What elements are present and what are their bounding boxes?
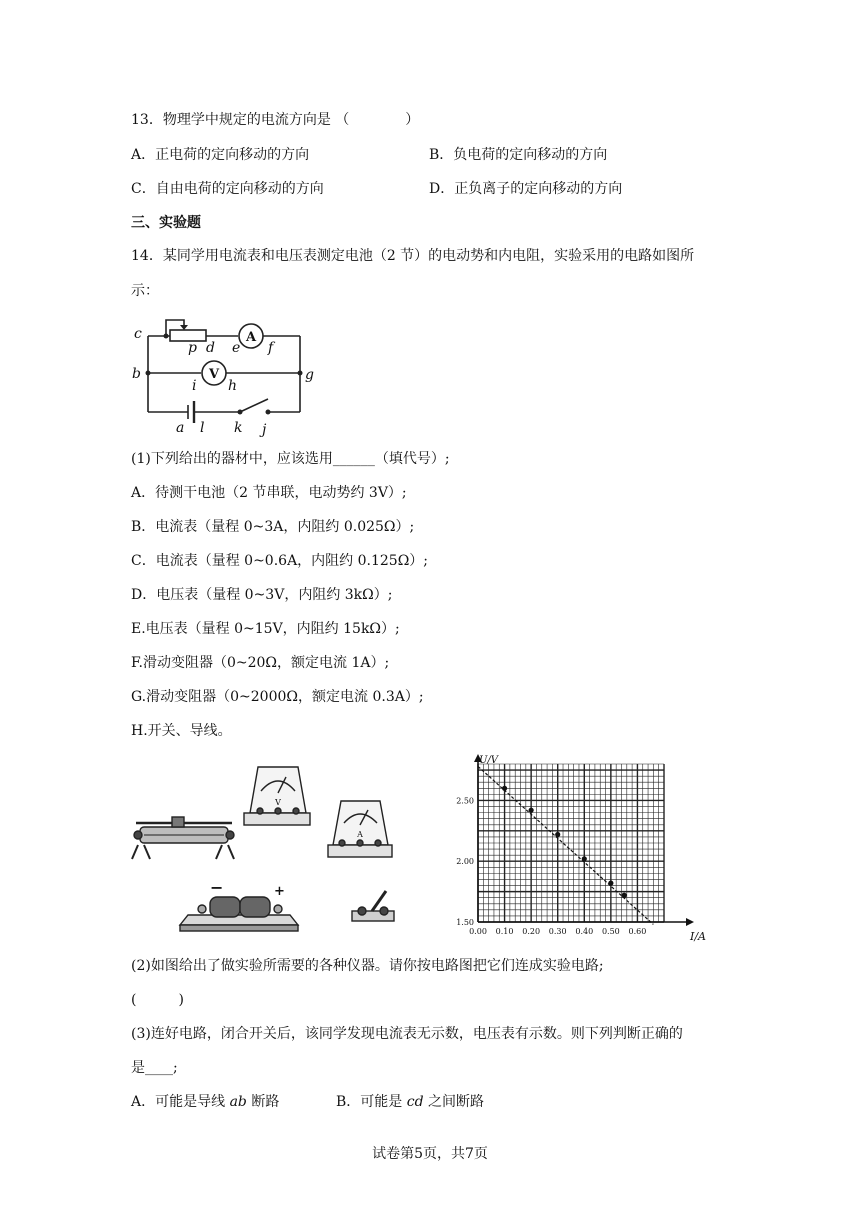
x-tick-label: 0.10: [495, 927, 514, 936]
node-label-k: k: [234, 420, 243, 436]
page-footer: 试卷第5页，共7页: [372, 1146, 488, 1162]
data-point: [529, 808, 534, 813]
equipment-item: E.电压表（量程 0~15V，内阻约 15kΩ）;: [131, 621, 400, 637]
equipment-item: B．电流表（量程 0~3A，内阻约 0.025Ω）;: [131, 519, 415, 535]
data-point: [608, 881, 613, 886]
q13-option-d: D．正负离子的定向移动的方向: [429, 181, 623, 197]
q14-part1: (1)下列给出的器材中，应该选用______（填代号）;: [131, 451, 450, 467]
q13-option-b: B．负电荷的定向移动的方向: [429, 147, 608, 163]
equipment-item: H.开关、导线。: [131, 723, 232, 739]
node-label-j: j: [262, 422, 267, 438]
node-label-p: p: [188, 340, 197, 356]
q14-stem-line1: 14．某同学用电流表和电压表测定电池（2 节）的电动势和内电阻，实验采用的电路如图所: [131, 248, 695, 264]
node-label-i: i: [192, 378, 197, 394]
y-tick-label: 2.00: [456, 857, 474, 867]
option-a-prefix: A．可能是导线: [131, 1094, 230, 1110]
rheostat-instrument: [132, 817, 234, 859]
q14-part2-blank: ( ): [131, 992, 184, 1008]
data-point: [502, 786, 507, 791]
option-a-variable: ab: [229, 1094, 247, 1110]
node-label-l: l: [200, 420, 205, 436]
ammeter-instrument-letter: A: [357, 830, 363, 839]
y-tick-label: 1.50: [456, 918, 474, 927]
x-tick-label: 0.40: [575, 927, 594, 936]
q14-part3-option-a: [131, 1092, 279, 1112]
node-label-h: h: [228, 378, 238, 394]
option-b-variable: cd: [406, 1094, 424, 1110]
equipment-item: D．电压表（量程 0~3V，内阻约 3kΩ）;: [131, 587, 393, 603]
q13-stem: 13．物理学中规定的电流方向是 （ ）: [131, 112, 420, 128]
voltmeter-letter: V: [208, 367, 220, 382]
q14-part2: (2)如图给出了做实验所需要的各种仪器。请你按电路图把它们连成实验电路;: [131, 958, 604, 974]
q14-part3-line1: (3)连好电路，闭合开关后，该同学发现电流表无示数，电压表有示数。则下列判断正确的: [131, 1026, 683, 1042]
equipment-item: G.滑动变阻器（0~2000Ω，额定电流 0.3A）;: [131, 689, 424, 705]
node-label-g: g: [305, 367, 314, 383]
y-axis-label: U/V: [479, 755, 499, 766]
u-i-graph: [442, 752, 720, 942]
node-label-d: d: [206, 340, 215, 356]
equipment-item: A．待测干电池（2 节串联，电动势约 3V）;: [131, 485, 407, 501]
q14-part3-option-b: [336, 1092, 484, 1112]
x-tick-label: 0.60: [628, 927, 647, 936]
option-a-suffix: 断路: [246, 1094, 280, 1110]
battery-minus-sign: −: [210, 878, 224, 897]
x-tick-label: 0.00: [469, 927, 487, 936]
instruments-illustration: [128, 755, 418, 940]
ammeter-letter: A: [245, 330, 257, 345]
q13-option-c: C．自由电荷的定向移动的方向: [131, 181, 324, 197]
switch-blade: [240, 399, 268, 412]
x-axis-arrow: [686, 918, 694, 926]
node-label-e: e: [232, 340, 241, 356]
node-label-f: f: [268, 340, 274, 356]
section-heading-experiment: 三、实验题: [131, 215, 201, 231]
data-point: [622, 893, 627, 898]
node-label-c: c: [134, 326, 142, 342]
x-axis-label: I/A: [690, 930, 706, 942]
x-tick-label: 0.30: [548, 927, 567, 936]
equipment-item: C．电流表（量程 0~0.6A，内阻约 0.125Ω）;: [131, 553, 429, 569]
option-b-suffix: 之间断路: [423, 1094, 485, 1110]
node-label-a: a: [176, 420, 185, 436]
battery-plus-sign: +: [274, 884, 285, 899]
q14-stem-line2: 示：: [131, 283, 159, 299]
battery-holder-instrument: [180, 897, 298, 931]
data-point: [555, 832, 560, 837]
switch-instrument: [352, 891, 394, 921]
x-tick-label: 0.20: [522, 927, 541, 936]
voltmeter-instrument-letter: V: [275, 798, 281, 807]
q14-part3-line2: 是____;: [131, 1060, 178, 1076]
ammeter-instrument: [328, 801, 392, 857]
circuit-diagram: [128, 310, 328, 442]
data-point: [582, 856, 587, 861]
node-label-b: b: [132, 366, 141, 382]
x-tick-label: 0.50: [601, 927, 620, 936]
equipment-item: F.滑动变阻器（0~20Ω，额定电流 1A）;: [131, 655, 390, 671]
q13-option-a: A．正电荷的定向移动的方向: [131, 147, 310, 163]
voltmeter-instrument: [244, 767, 310, 825]
y-tick-label: 2.50: [456, 796, 474, 806]
option-b-prefix: B．可能是: [336, 1094, 407, 1110]
